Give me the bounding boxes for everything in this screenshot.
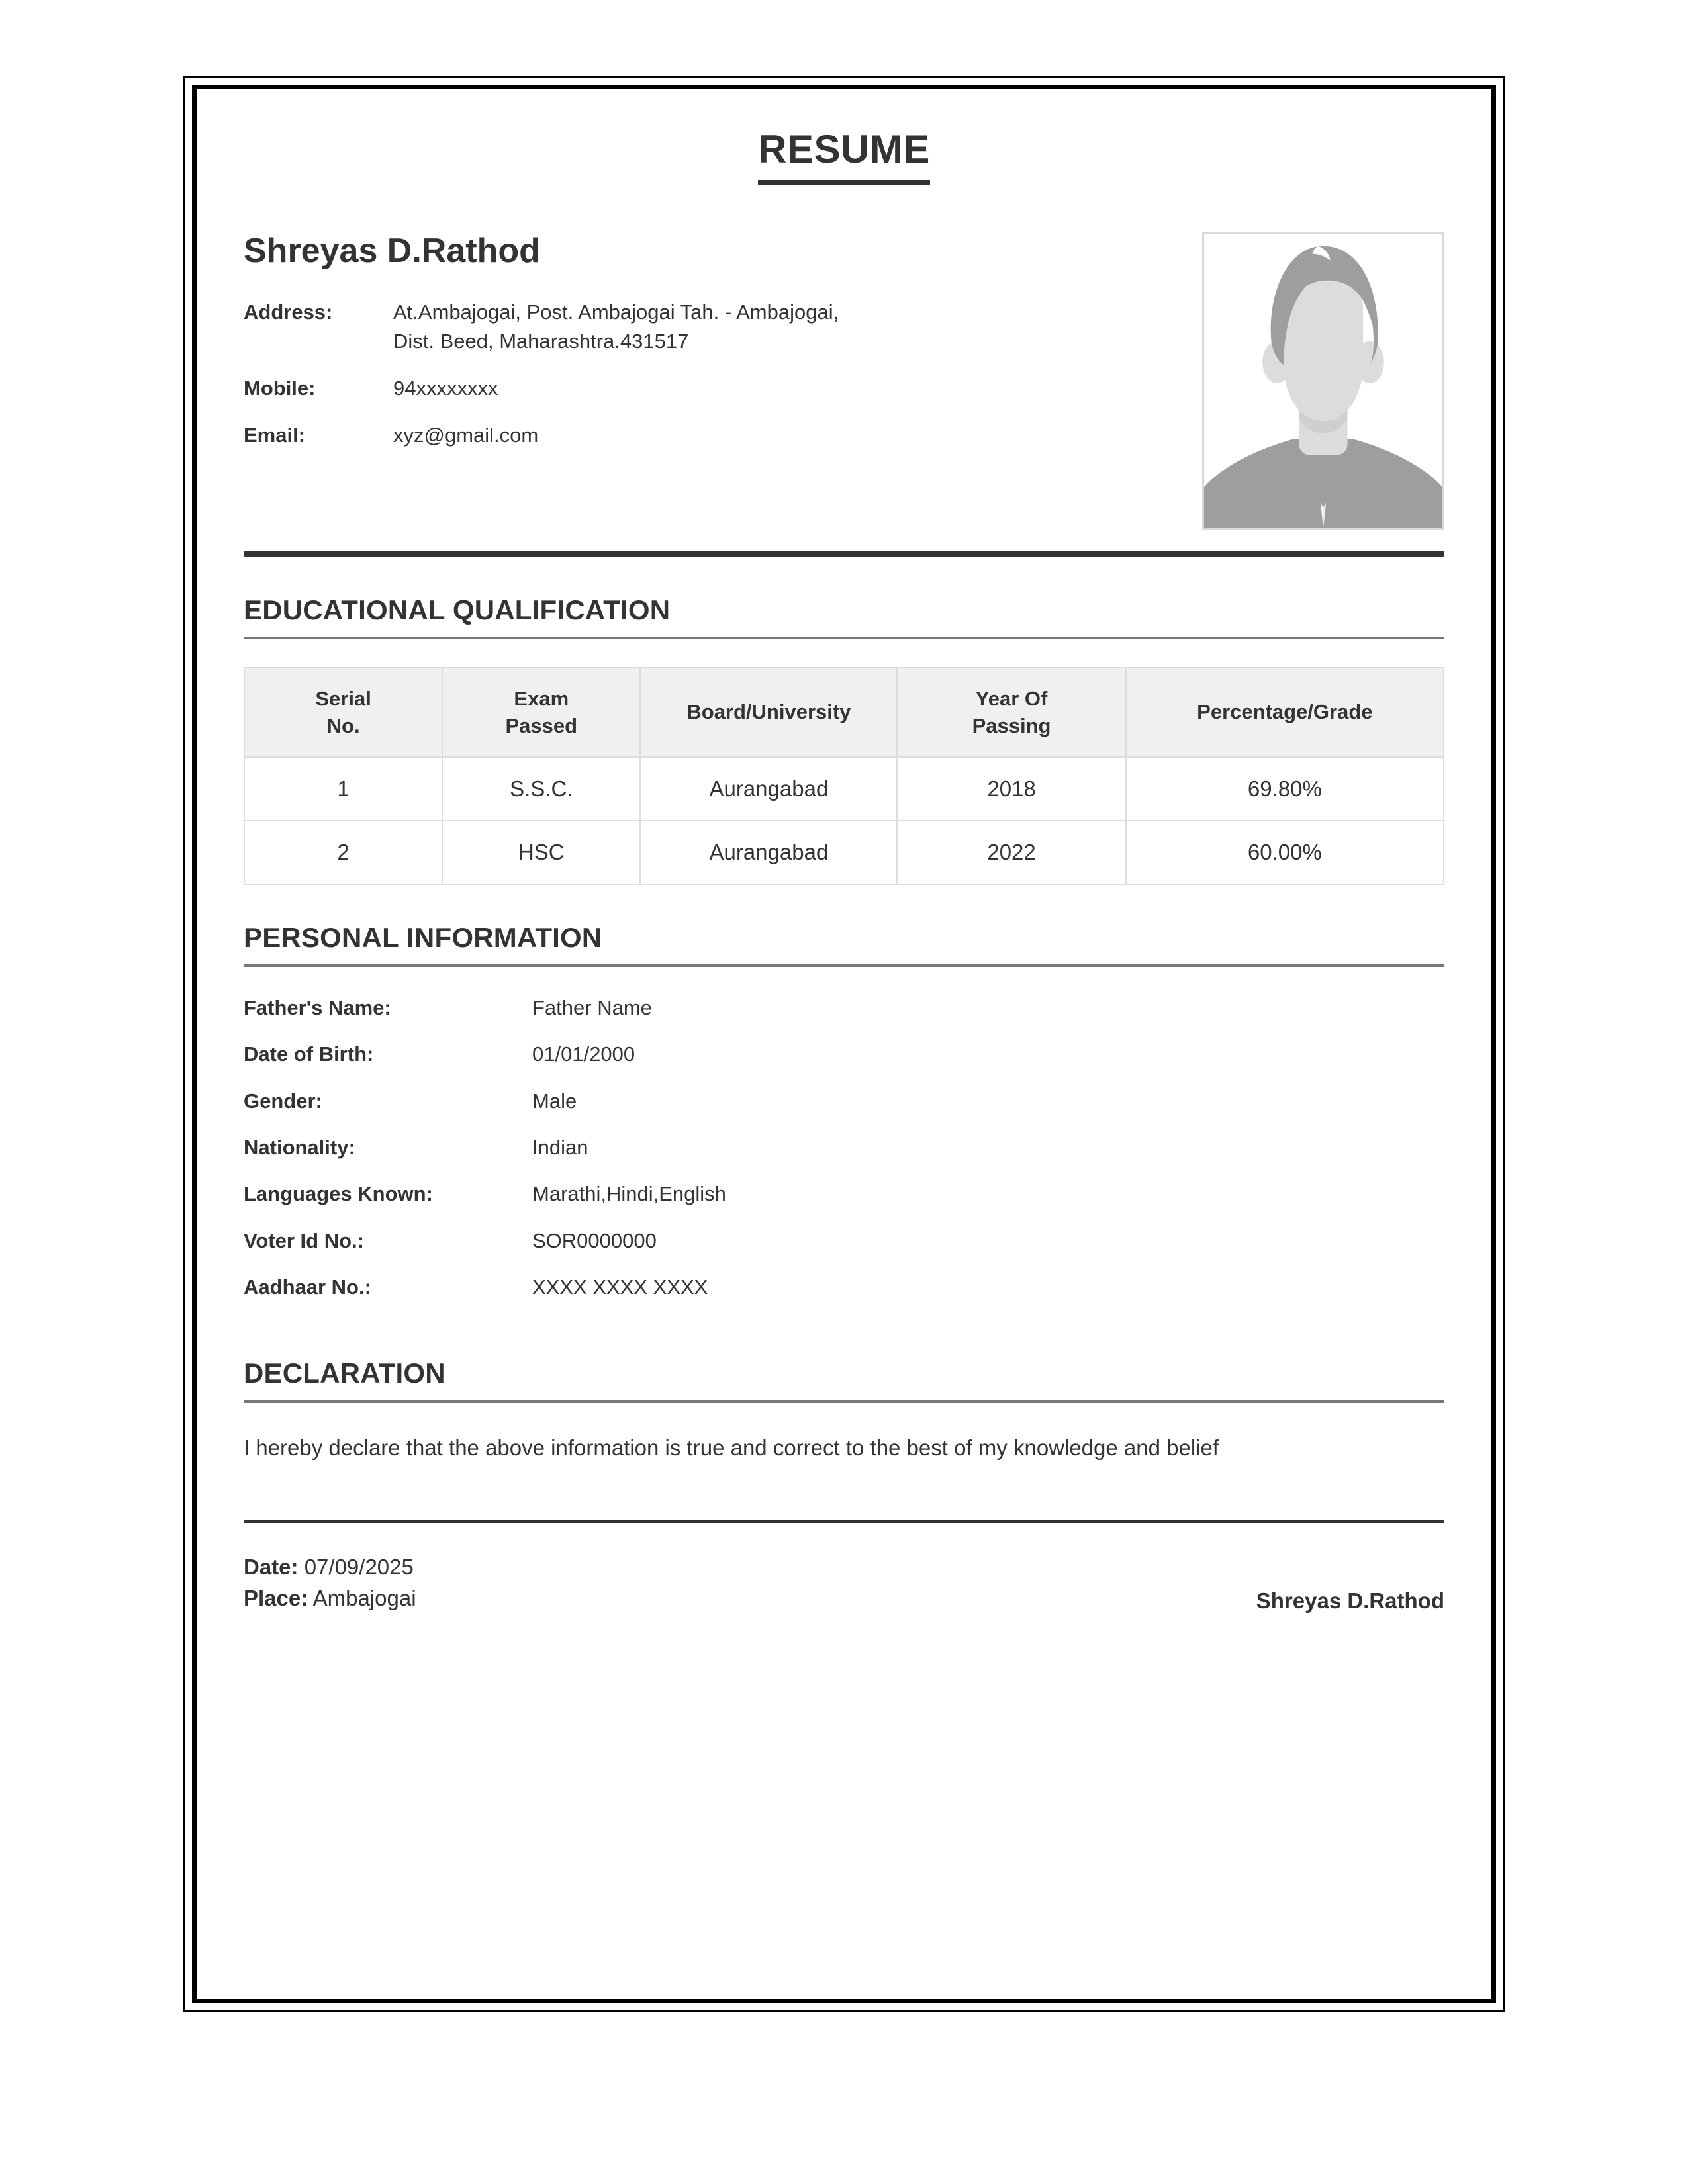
cell-serial: 2 [244,821,442,884]
column-header-year-line2: Passing [972,713,1051,737]
header-section [244,232,1444,530]
cell-exam: HSC [442,821,640,884]
info-label-voter-id: Voter Id No.: [244,1228,364,1252]
column-header-exam [442,668,640,757]
footer-date-place [244,1552,416,1614]
contact-row-email [244,421,839,468]
info-label-fathers-name: Father's Name: [244,996,391,1020]
info-row-fathers-name [244,995,726,1041]
cell-serial: 1 [244,757,442,821]
footer-section [244,1552,1444,1614]
document-title-underline [758,128,930,185]
personal-information-heading-rule [244,964,1444,967]
footer-place-line [244,1583,416,1614]
info-label-date-of-birth: Date of Birth: [244,1042,374,1066]
profile-photo [1202,232,1444,530]
column-header-board: Board/University [640,668,897,757]
info-label-languages-known: Languages Known: [244,1182,433,1206]
info-label-gender: Gender: [244,1089,322,1113]
contact-value-mobile: 94xxxxxxxx [393,377,498,400]
header-details [244,232,1202,468]
declaration-heading-rule [244,1400,1444,1403]
contact-details-table [244,298,839,468]
address-line-2: Dist. Beed, Maharashtra.431517 [393,330,689,353]
table-row [244,821,1444,884]
cell-board: Aurangabad [640,821,897,884]
info-row-voter-id [244,1228,726,1274]
info-label-nationality: Nationality: [244,1136,355,1160]
contact-label-email: Email: [244,424,306,447]
declaration-text: I hereby declare that the above information is true and correct to the best of my knowledge and belief [244,1435,1219,1460]
info-value-gender: Male [532,1089,577,1113]
page-inner-frame [192,85,1496,2003]
info-label-aadhaar: Aadhaar No.: [244,1275,371,1298]
document-title-container [244,128,1444,185]
education-table [244,667,1444,885]
contact-row-mobile [244,374,839,421]
contact-row-address [244,298,839,374]
info-row-date-of-birth [244,1041,726,1087]
cell-percentage: 69.80% [1126,757,1444,821]
info-value-nationality: Indian [532,1136,588,1160]
education-section [244,594,1444,885]
candidate-name: Shreyas D.Rathod [244,232,540,270]
contact-label-address: Address: [244,300,333,324]
info-value-voter-id: SOR0000000 [532,1228,657,1252]
table-row [244,757,1444,821]
personal-information-section [244,922,1444,1320]
header-divider [244,551,1444,557]
info-value-date-of-birth: 01/01/2000 [532,1042,635,1066]
column-header-year [897,668,1125,757]
info-row-nationality [244,1134,726,1181]
declaration-section [244,1357,1444,1464]
contact-label-mobile: Mobile: [244,377,316,400]
personal-information-table [244,995,726,1320]
personal-information-heading: PERSONAL INFORMATION [244,921,602,953]
column-header-serial-line2: No. [326,713,360,737]
column-header-year-line1: Year Of [975,687,1048,711]
cell-board: Aurangabad [640,757,897,821]
footer-place-label: Place: [244,1585,308,1610]
education-heading: EDUCATIONAL QUALIFICATION [244,594,671,625]
contact-value-address [393,298,839,374]
cell-percentage: 60.00% [1126,821,1444,884]
column-header-exam-line2: Passed [505,713,578,737]
info-row-aadhaar [244,1274,726,1320]
declaration-heading: DECLARATION [244,1357,445,1389]
education-heading-rule [244,637,1444,639]
column-header-serial-line1: Serial [315,687,371,711]
page-outer-frame [183,76,1505,2012]
footer-divider [244,1520,1444,1523]
address-line-1: At.Ambajogai, Post. Ambajogai Tah. - Ambajogai, [393,300,839,324]
info-value-languages-known: Marathi,Hindi,English [532,1182,726,1206]
info-row-languages-known [244,1181,726,1227]
footer-date-value: 07/09/2025 [304,1554,414,1579]
signature-name: Shreyas D.Rathod [1256,1588,1444,1614]
cell-year: 2018 [897,757,1125,821]
page-title: RESUME [758,127,930,171]
footer-date-label: Date: [244,1554,299,1579]
info-value-fathers-name: Father Name [532,996,652,1020]
cell-year: 2022 [897,821,1125,884]
person-silhouette-icon [1204,234,1442,528]
resume-content [244,128,1444,1972]
table-header-row [244,668,1444,757]
footer-date-line [244,1552,416,1583]
column-header-serial [244,668,442,757]
column-header-exam-line1: Exam [514,687,569,711]
column-header-percentage: Percentage/Grade [1126,668,1444,757]
contact-value-email: xyz@gmail.com [393,424,539,447]
footer-place-value: Ambajogai [312,1585,416,1610]
info-value-aadhaar: XXXX XXXX XXXX [532,1275,708,1298]
cell-exam: S.S.C. [442,757,640,821]
info-row-gender [244,1088,726,1134]
